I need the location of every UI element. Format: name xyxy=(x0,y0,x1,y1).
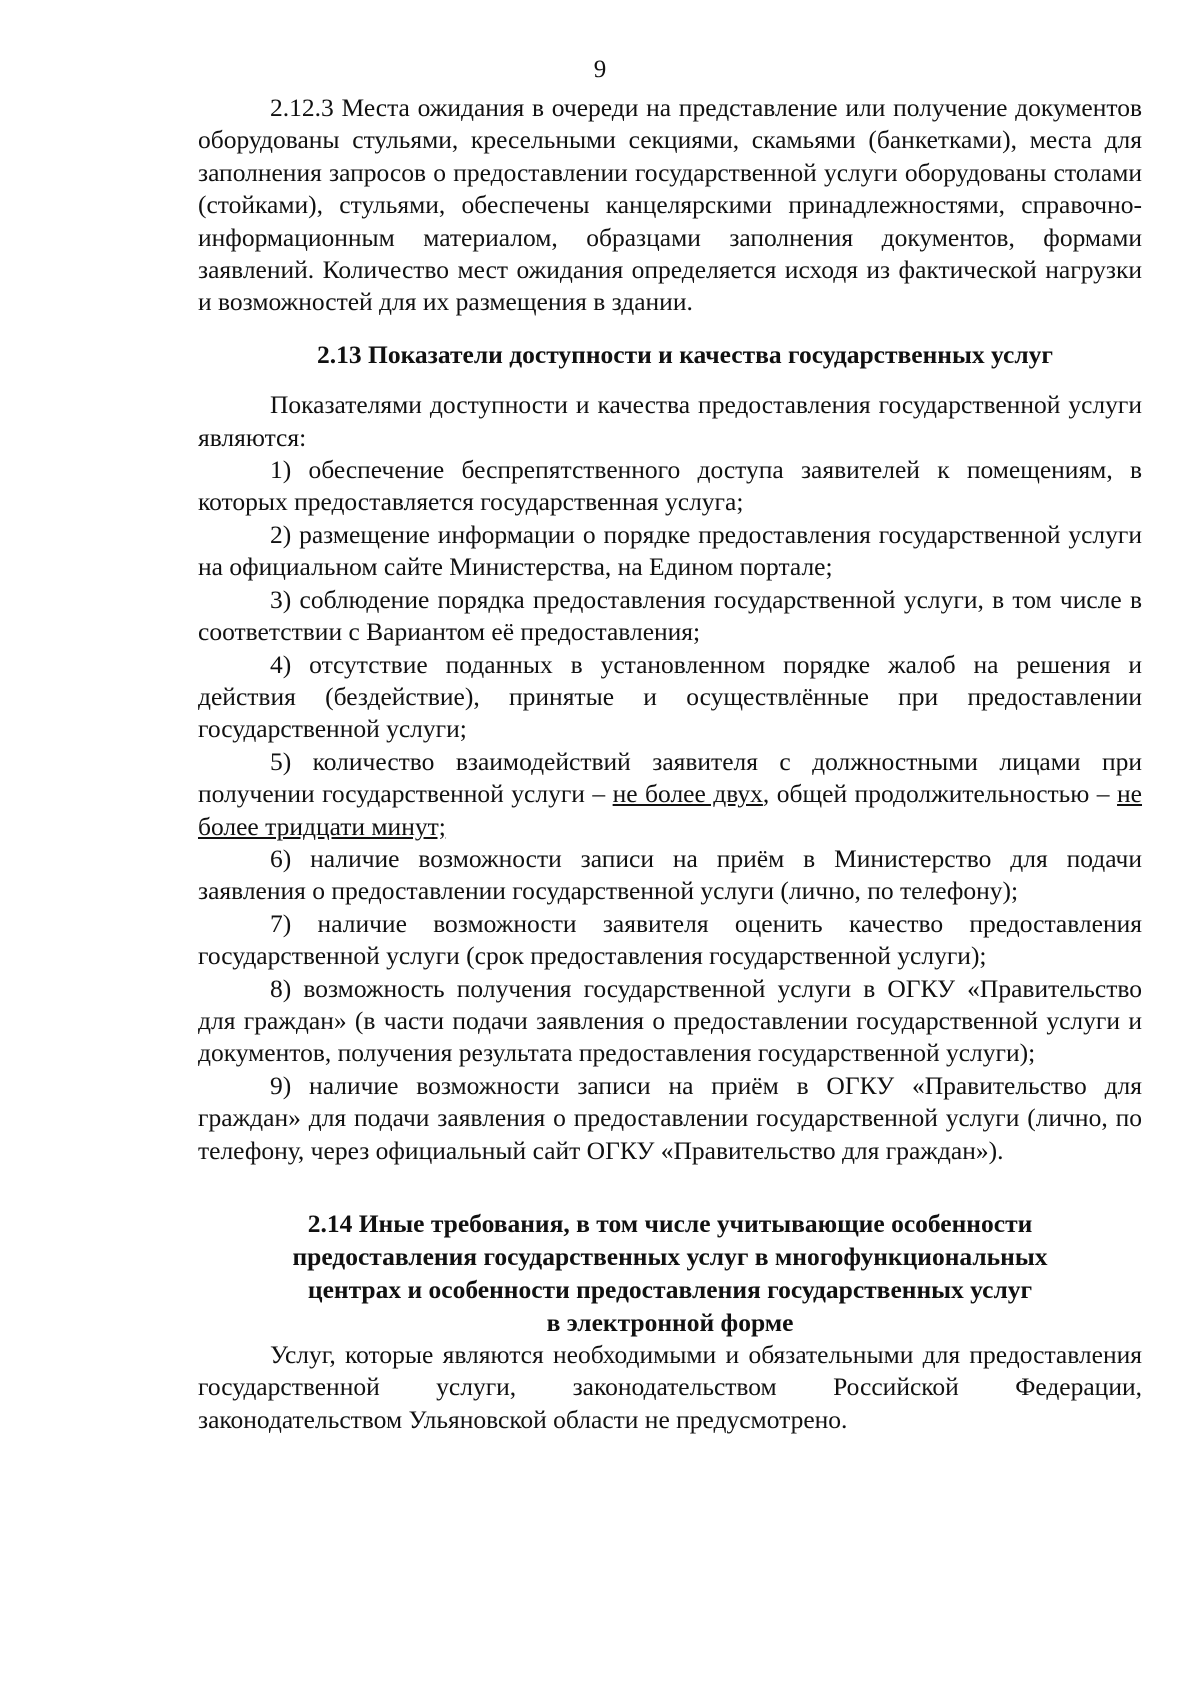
list-item-5 xyxy=(198,746,1142,843)
list-item-8: 8) возможность получения государственной услуги в ОГКУ «Правительство для граждан» (в части подачи заявления о предоставлении государственной услуги и документов, получения результата предоставления государственной услуги); xyxy=(198,973,1142,1068)
list-item-2: 2) размещение информации о порядке предоставления государственной услуги на официальном сайте Министерства, на Едином портале; xyxy=(198,519,1142,582)
list-item-5-text-b: , общей продолжительностью – xyxy=(762,779,1118,809)
document-body xyxy=(198,92,1142,1436)
list-item-5-underlined-duration: не более тридцати минут; xyxy=(198,779,1142,841)
heading-2-14-line-2: предоставления государственных услуг в многофункциональных xyxy=(292,1242,1048,1271)
list-item-5-underlined-count: не более двух xyxy=(612,779,763,809)
heading-2-13: 2.13 Показатели доступности и качества государственных услуг xyxy=(317,339,1053,369)
heading-2-14-line-1: 2.14 Иные требования, в том числе учитывающие особенности xyxy=(307,1209,1033,1238)
list-item-6: 6) наличие возможности записи на приём в Министерство для подачи заявления о предоставлении государственной услуги (лично, по телефону); xyxy=(198,843,1142,906)
list-item-4: 4) отсутствие поданных в установленном порядке жалоб на решения и действия (бездействие), принятые и осуществлённые при предоставлении государственной услуги; xyxy=(198,649,1142,744)
heading-2-14 xyxy=(198,1207,1142,1339)
list-item-7: 7) наличие возможности заявителя оценить качество предоставления государственной услуги (срок предоставления государственной услуги); xyxy=(198,908,1142,971)
list-item-3: 3) соблюдение порядка предоставления государственной услуги, в том числе в соответствии с Вариантом её предоставления; xyxy=(198,584,1142,647)
list-item-9: 9) наличие возможности записи на приём в ОГКУ «Правительство для граждан» для подачи заявления о предоставлении государственной услуги (лично, по телефону, через официальный сайт ОГКУ «Правительство для граждан»). xyxy=(198,1070,1142,1165)
list-item-5-text-a: 5) количество взаимодействий заявителя с должностными лицами при получении государственной услуги – xyxy=(198,746,1142,809)
list-item-1: 1) обеспечение беспрепятственного доступа заявителей к помещениям, в которых предоставляется государственная услуга; xyxy=(198,455,1142,517)
paragraph-2-14: Услуг, которые являются необходимыми и обязательными для предоставления государственной услуги, законодательством Российской Федерации, законодательством Ульяновской области не предусмотрено. xyxy=(198,1340,1142,1434)
paragraph-2-12-3: 2.12.3 Места ожидания в очереди на представление или получение документов оборудованы стульями, кресельными секциями, скамьями (банкетками), места для заполнения запросов о предоставлении государственной услуги оборудованы столами (стойками), стульями, обеспечены канцелярскими принадлежностями, справочно-информационным материалом, образцами заполнения документов, формами заявлений. Количество мест ожидания определяется исходя из фактической нагрузки и возможностей для их размещения в здании. xyxy=(198,93,1142,317)
heading-2-14-line-4: в электронной форме xyxy=(546,1308,794,1337)
page-number: 9 xyxy=(593,56,607,83)
heading-2-14-line-3: центрах и особенности предоставления государственных услуг xyxy=(307,1275,1033,1304)
paragraph-2-13-intro: Показателями доступности и качества предоставления государственной услуги являются: xyxy=(198,390,1142,452)
